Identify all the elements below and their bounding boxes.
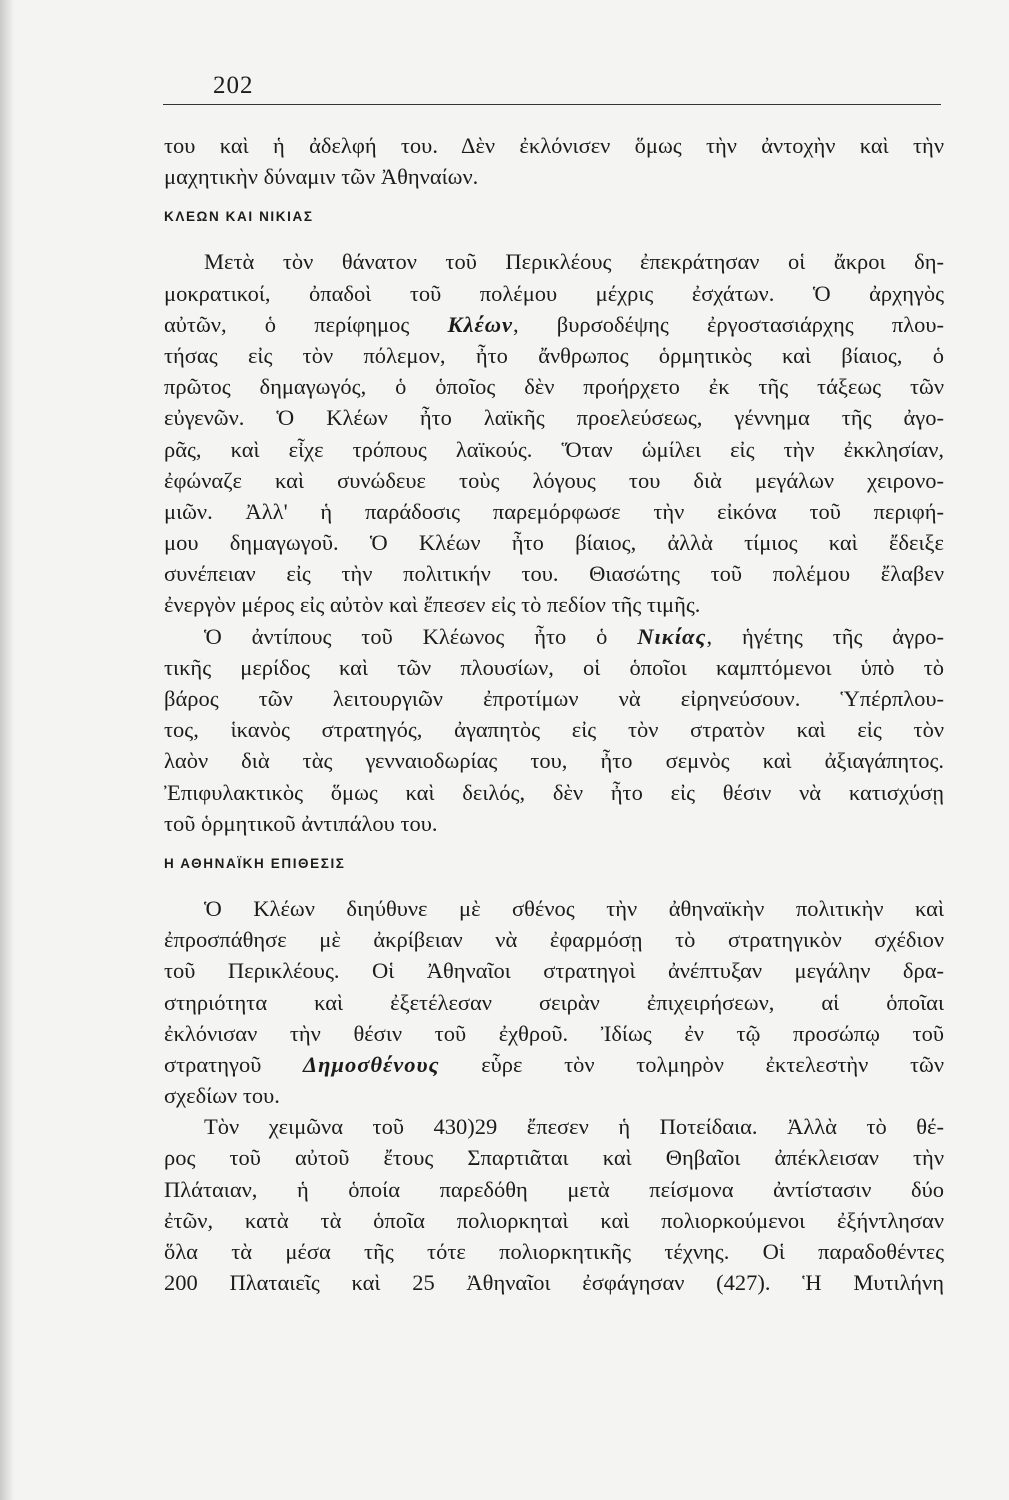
text-line: λαὸν διὰ τὰς γενναιοδωρίας του, ἦτο σεμνὸς καὶ ἀξιαγάπητος. (164, 748, 944, 774)
text-line: συνέπειαν εἰς τὴν πολιτικήν του. Θιασώτης τοῦ πολέμου ἔλαβεν (164, 561, 944, 587)
text-line: ἐπροσπάθησε μὲ ἀκρίβειαν νὰ ἐφαρμόσῃ τὸ στρατηγικὸν σχέδιον (164, 927, 944, 953)
text-line: μοκρατικοί, ὀπαδοὶ τοῦ πολέμου μέχρις ἐσχάτων. Ὁ ἀρχηγὸς (164, 280, 944, 306)
text-line: Πλάταιαν, ἡ ὁποία παρεδόθη μετὰ πείσμονα ἀντίστασιν δύο (164, 1176, 944, 1202)
text-line: τοῦ ὁρμητικοῦ ἀντιπάλου του. (164, 810, 438, 836)
text-line: τος, ἱκανὸς στρατηγός, ἀγαπητὸς εἰς τὸν στρατὸν καὶ εἰς τὸν (164, 717, 944, 743)
text-line (164, 621, 944, 652)
page-edge-shadow (0, 0, 14, 1500)
text-line: πρῶτος δημαγωγός, ὁ ὁποῖος δὲν προήρχετο ἐκ τῆς τάξεως τῶν (164, 374, 944, 400)
text-line: στηριότητα καὶ ἐξετέλεσαν σειρὰν ἐπιχειρήσεων, αἱ ὁποῖαι (164, 989, 944, 1015)
text-line (164, 309, 944, 340)
text-line: του καὶ ἡ ἀδελφή του. Δὲν ἐκλόνισεν ὅμως τὴν ἀντοχὴν καὶ τὴν (164, 133, 944, 158)
text-line: τοῦ Περικλέους. Οἱ Ἀθηναῖοι στρατηγοὶ ἀνέπτυξαν μεγάλην δρα- (164, 958, 944, 984)
text-line: Ἐπιφυλακτικὸς ὅμως καὶ δειλός, δὲν ἦτο εἰς θέσιν νὰ κατισχύσῃ (164, 779, 944, 805)
text-line: τήσας εἰς τὸν πόλεμον, ἦτο ἄνθρωπος ὁρμητικὸς καὶ βίαιος, ὁ (164, 342, 944, 368)
text-line: 200 Πλαταιεῖς καὶ 25 Ἀθηναῖοι ἐσφάγησαν (427). Ἡ Μυτιλήνη (164, 1270, 944, 1296)
text-line: σχεδίων του. (164, 1083, 280, 1109)
text-fragment: εὗρε τὸν τολμηρὸν ἐκτελεστὴν τῶν (439, 1051, 944, 1077)
text-line: ρᾶς, καὶ εἶχε τρόπους λαϊκούς. Ὅταν ὡμίλει εἰς τὴν ἐκκλησίαν, (164, 436, 944, 462)
text-fragment: , βυρσοδέψης ἐργοστασιάρχης πλου- (512, 311, 944, 337)
text-line: Τὸν χειμῶνα τοῦ 430)29 ἔπεσεν ἡ Ποτείδαια. Ἀλλὰ τὸ θέ- (204, 1114, 944, 1140)
page-body (164, 130, 944, 1298)
text-line: τικῆς μερίδος καὶ τῶν πλουσίων, οἱ ὁποῖοι καμπτόμενοι ὑπὸ τὸ (164, 654, 944, 680)
text-line: ρος τοῦ αὐτοῦ ἔτους Σπαρτιᾶται καὶ Θηβαῖοι ἀπέκλεισαν τὴν (164, 1145, 944, 1171)
text-line: μιῶν. Ἀλλ' ἡ παράδοσις παρεμόρφωσε τὴν εἰκόνα τοῦ περιφή- (164, 498, 944, 524)
name-demosthenes: Δημοσθένους (302, 1051, 440, 1077)
text-line: μου δημαγωγοῦ. Ὁ Κλέων ἦτο βίαιος, ἀλλὰ τίμιος καὶ ἔδειξε (164, 530, 944, 556)
text-line: Ὁ Κλέων διηύθυνε μὲ σθένος τὴν ἀθηναϊκὴν πολιτικὴν καὶ (204, 895, 944, 921)
text-line: Μετὰ τὸν θάνατον τοῦ Περικλέους ἐπεκράτησαν οἱ ἄκροι δη- (204, 249, 944, 275)
text-line: ἐτῶν, κατὰ τὰ ὁποῖα πολιορκηταὶ καὶ πολιορκούμενοι ἐξήντλησαν (164, 1207, 944, 1233)
text-line: ἐφώναζε καὶ συνώδευε τοὺς λόγους του διὰ μεγάλων χειρονο- (164, 467, 944, 493)
text-line: ἐνεργὸν μέρος εἰς αὐτὸν καὶ ἔπεσεν εἰς τὸ πεδίον τῆς τιμῆς. (164, 592, 701, 618)
text-line: μαχητικὴν δύναμιν τῶν Ἀθηναίων. (164, 164, 479, 190)
text-line: ἐκλόνισαν τὴν θέσιν τοῦ ἐχθροῦ. Ἰδίως ἐν τῷ προσώπῳ τοῦ (164, 1020, 944, 1046)
text-fragment: , ἡγέτης τῆς ἀγρο- (706, 623, 944, 649)
header-rule (163, 104, 941, 105)
text-line: εὐγενῶν. Ὁ Κλέων ἦτο λαϊκῆς προελεύσεως, γέννημα τῆς ἀγο- (164, 405, 944, 431)
text-fragment: αὐτῶν, ὁ περίφημος (164, 311, 448, 337)
section-heading-kleon-nikias: ΚΛΕΩΝ ΚΑΙ ΝΙΚΙΑΣ (164, 209, 314, 225)
page-number: 202 (213, 72, 254, 99)
name-kleon: Κλέων (447, 311, 513, 337)
text-line: βάρος τῶν λειτουργιῶν ἐπροτίμων νὰ εἰρηνεύσουν. Ὑπέρπλου- (164, 686, 944, 711)
text-line (164, 1049, 944, 1080)
text-fragment: στρατηγοῦ (164, 1051, 303, 1077)
text-fragment: Ὁ ἀντίπους τοῦ Κλέωνος ἦτο ὁ (204, 623, 638, 649)
name-nikias: Νικίας (637, 623, 707, 649)
section-heading-athenian-offensive: Η ΑΘΗΝΑΪΚΗ ΕΠΙΘΕΣΙΣ (164, 855, 346, 871)
text-line: ὅλα τὰ μέσα τῆς τότε πολιορκητικῆς τέχνης. Οἱ παραδοθέντες (164, 1239, 944, 1264)
